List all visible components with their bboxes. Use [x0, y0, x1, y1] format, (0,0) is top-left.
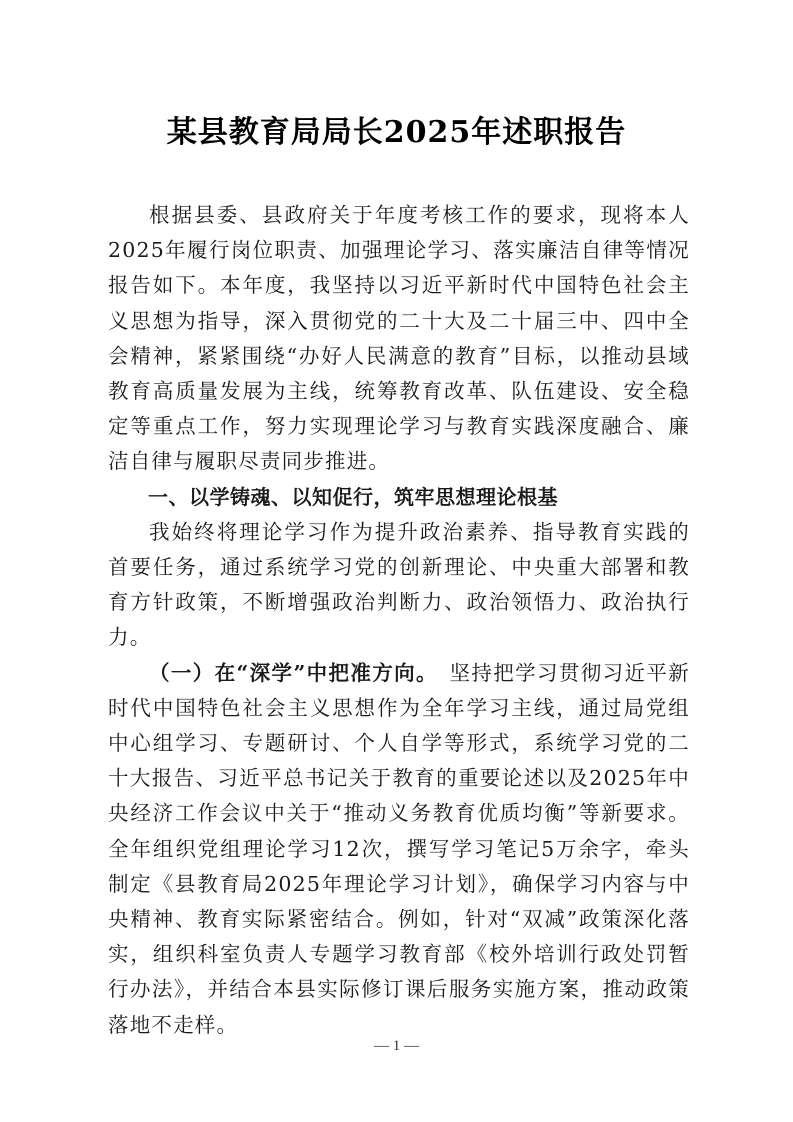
section-1-intro-paragraph: 我始终将理论学习作为提升政治素养、指导教育实践的首要任务，通过系统学习党的创新理论、中央重大部署和教育方针政策，不断增强政治判断力、政治领悟力、政治执行力。 — [108, 519, 690, 650]
subsection-1-body: 坚持把学习贯彻习近平新时代中国特色社会主义思想作为全年学习主线，通过局党组中心组学习、专题研讨、个人自学等形式，系统学习党的二十大报告、习近平总书记关于教育的重要论述以及2025年中央经济工作会议中关于“推动义务教育优质均衡”等新要求。全年组织党组理论学习12次，撰写学习笔记5万余字，牵头制定《县教育局2025年理论学习计划》，确保学习内容与中央精神、教育实际紧密结合。例如，针对“双减”政策深化落实，组织科室负责人专题学习教育部《校外培训行政处罚暂行办法》，并结合本县实际修订课后服务实施方案，推动政策落地不走样。 — [108, 660, 691, 1037]
subsection-heading-1: （一）在“深学”中把准方向。 — [149, 660, 428, 685]
page-number: — 1 — — [374, 1038, 419, 1054]
document-title: 某县教育局局长2025年述职报告 — [166, 115, 627, 150]
document-body — [108, 198, 690, 1043]
section-heading-1: 一、以学铸魂、以知促行，筑牢思想理论根基 — [148, 484, 558, 509]
subsection-1-paragraph — [108, 656, 690, 1043]
intro-paragraph: 根据县委、县政府关于年度考核工作的要求，现将本人2025年履行岗位职责、加强理论学习、落实廉洁自律等情况报告如下。本年度，我坚持以习近平新时代中国特色社会主义思想为指导，深入贯彻党的二十大及二十届三中、四中全会精神，紧紧围绕“办好人民满意的教育”目标，以推动县域教育高质量发展为主线，统筹教育改革、队伍建设、安全稳定等重点工作，努力实现理论学习与教育实践深度融合、廉洁自律与履职尽责同步推进。 — [108, 203, 690, 474]
